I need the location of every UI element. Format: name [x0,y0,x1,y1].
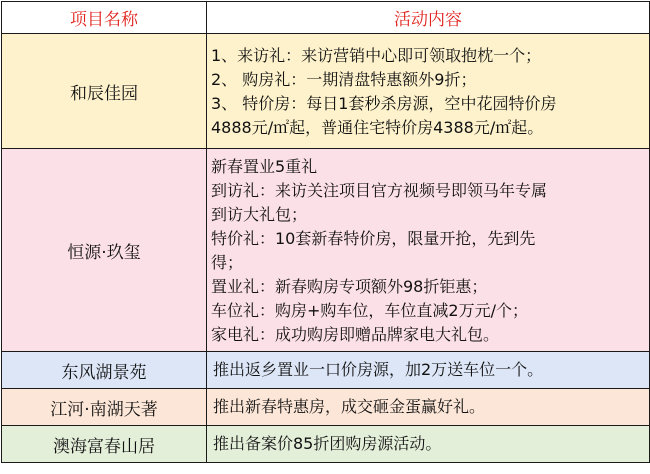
table-row [2,426,650,463]
project-name: 和辰佳园 [2,34,207,149]
table-row [2,149,650,352]
content-line: 2、 购房礼：一期清盘特惠额外9折； [211,69,477,89]
header-row [2,2,650,34]
content-line: 推出新春特惠房，成交砸金蛋赢好礼。 [213,397,486,416]
activity-content [207,352,650,389]
content-line: 推出备案价85折团购房源活动。 [213,434,442,453]
content-line: 推出返乡置业一口价房源，加2万送车位一个。 [213,360,544,379]
activity-content [207,34,650,149]
table-row [2,389,650,426]
content-line: 置业礼：新春购房专项额外98折钜惠； [211,276,488,296]
content-line: 新春置业5重礼 [211,156,318,176]
header-activity-content: 活动内容 [207,2,650,34]
project-name: 恒源·玖玺 [2,149,207,352]
activity-content [207,389,650,426]
content-line: 4888元/㎡起，普通住宅特价房4388元/㎡起。 [211,117,544,137]
content-line: 3、 特价房：每日1套秒杀房源，空中花园特价房 [211,93,557,113]
activity-content [207,426,650,463]
content-line: 车位礼：购房+购车位，车位直减2万元/个； [211,300,528,320]
content-line: 家电礼：成功购房即赠品牌家电大礼包。 [211,324,500,344]
activity-content [207,149,650,352]
activity-table [1,1,650,463]
content-line: 到访大礼包； [211,204,308,224]
header-project-name: 项目名称 [2,2,207,34]
content-line: 得； [211,252,244,272]
content-line: 到访礼：来访关注项目官方视频号即领马年专属 [211,180,548,200]
content-line: 1、来访礼：来访营销中心即可领取抱枕一个； [211,45,542,65]
table-row [2,352,650,389]
content-line: 特价礼：10套新春特价房，限量开抢，先到先 [211,228,536,248]
project-name: 江河·南湖天著 [2,389,207,426]
project-name: 东风湖景苑 [2,352,207,389]
table-row [2,34,650,149]
project-name: 澳海富春山居 [2,426,207,463]
